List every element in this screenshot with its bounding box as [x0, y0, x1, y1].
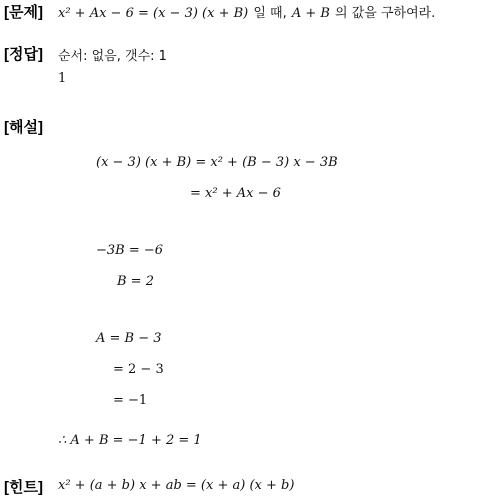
solution-coefficient-eq: −3B = −6 — [96, 243, 164, 258]
problem-label: [문제] — [4, 4, 43, 21]
solution-a-step2: = 2 − 3 — [113, 362, 164, 377]
solution-b-value: B = 2 — [117, 274, 154, 289]
problem-statement — [58, 2, 435, 21]
problem-expression: A + B — [291, 6, 330, 21]
problem-text-find: 의 값을 구하여라. — [335, 6, 436, 21]
answer-value: 1 — [58, 71, 67, 86]
solution-label: [해설] — [4, 119, 43, 136]
hint-label: [힌트] — [4, 479, 43, 496]
solution-a-step1: A = B − 3 — [96, 331, 162, 346]
hint-formula: x² + (a + b) x + ab = (x + a) (x + b) — [58, 478, 295, 493]
solution-conclusion: ∴ A + B = −1 + 2 = 1 — [58, 433, 202, 448]
solution-expansion: (x − 3) (x + B) = x² + (B − 3) x − 3B — [96, 155, 338, 170]
problem-equation: x² + Ax − 6 = (x − 3) (x + B) — [58, 6, 249, 21]
problem-text-when: 일 때, — [253, 6, 287, 21]
answer-meta: 순서: 없음, 갯수: 1 — [58, 49, 167, 64]
solution-a-step3: = −1 — [113, 393, 148, 408]
answer-label: [정답] — [4, 46, 43, 63]
solution-expansion-result: = x² + Ax − 6 — [190, 186, 281, 201]
